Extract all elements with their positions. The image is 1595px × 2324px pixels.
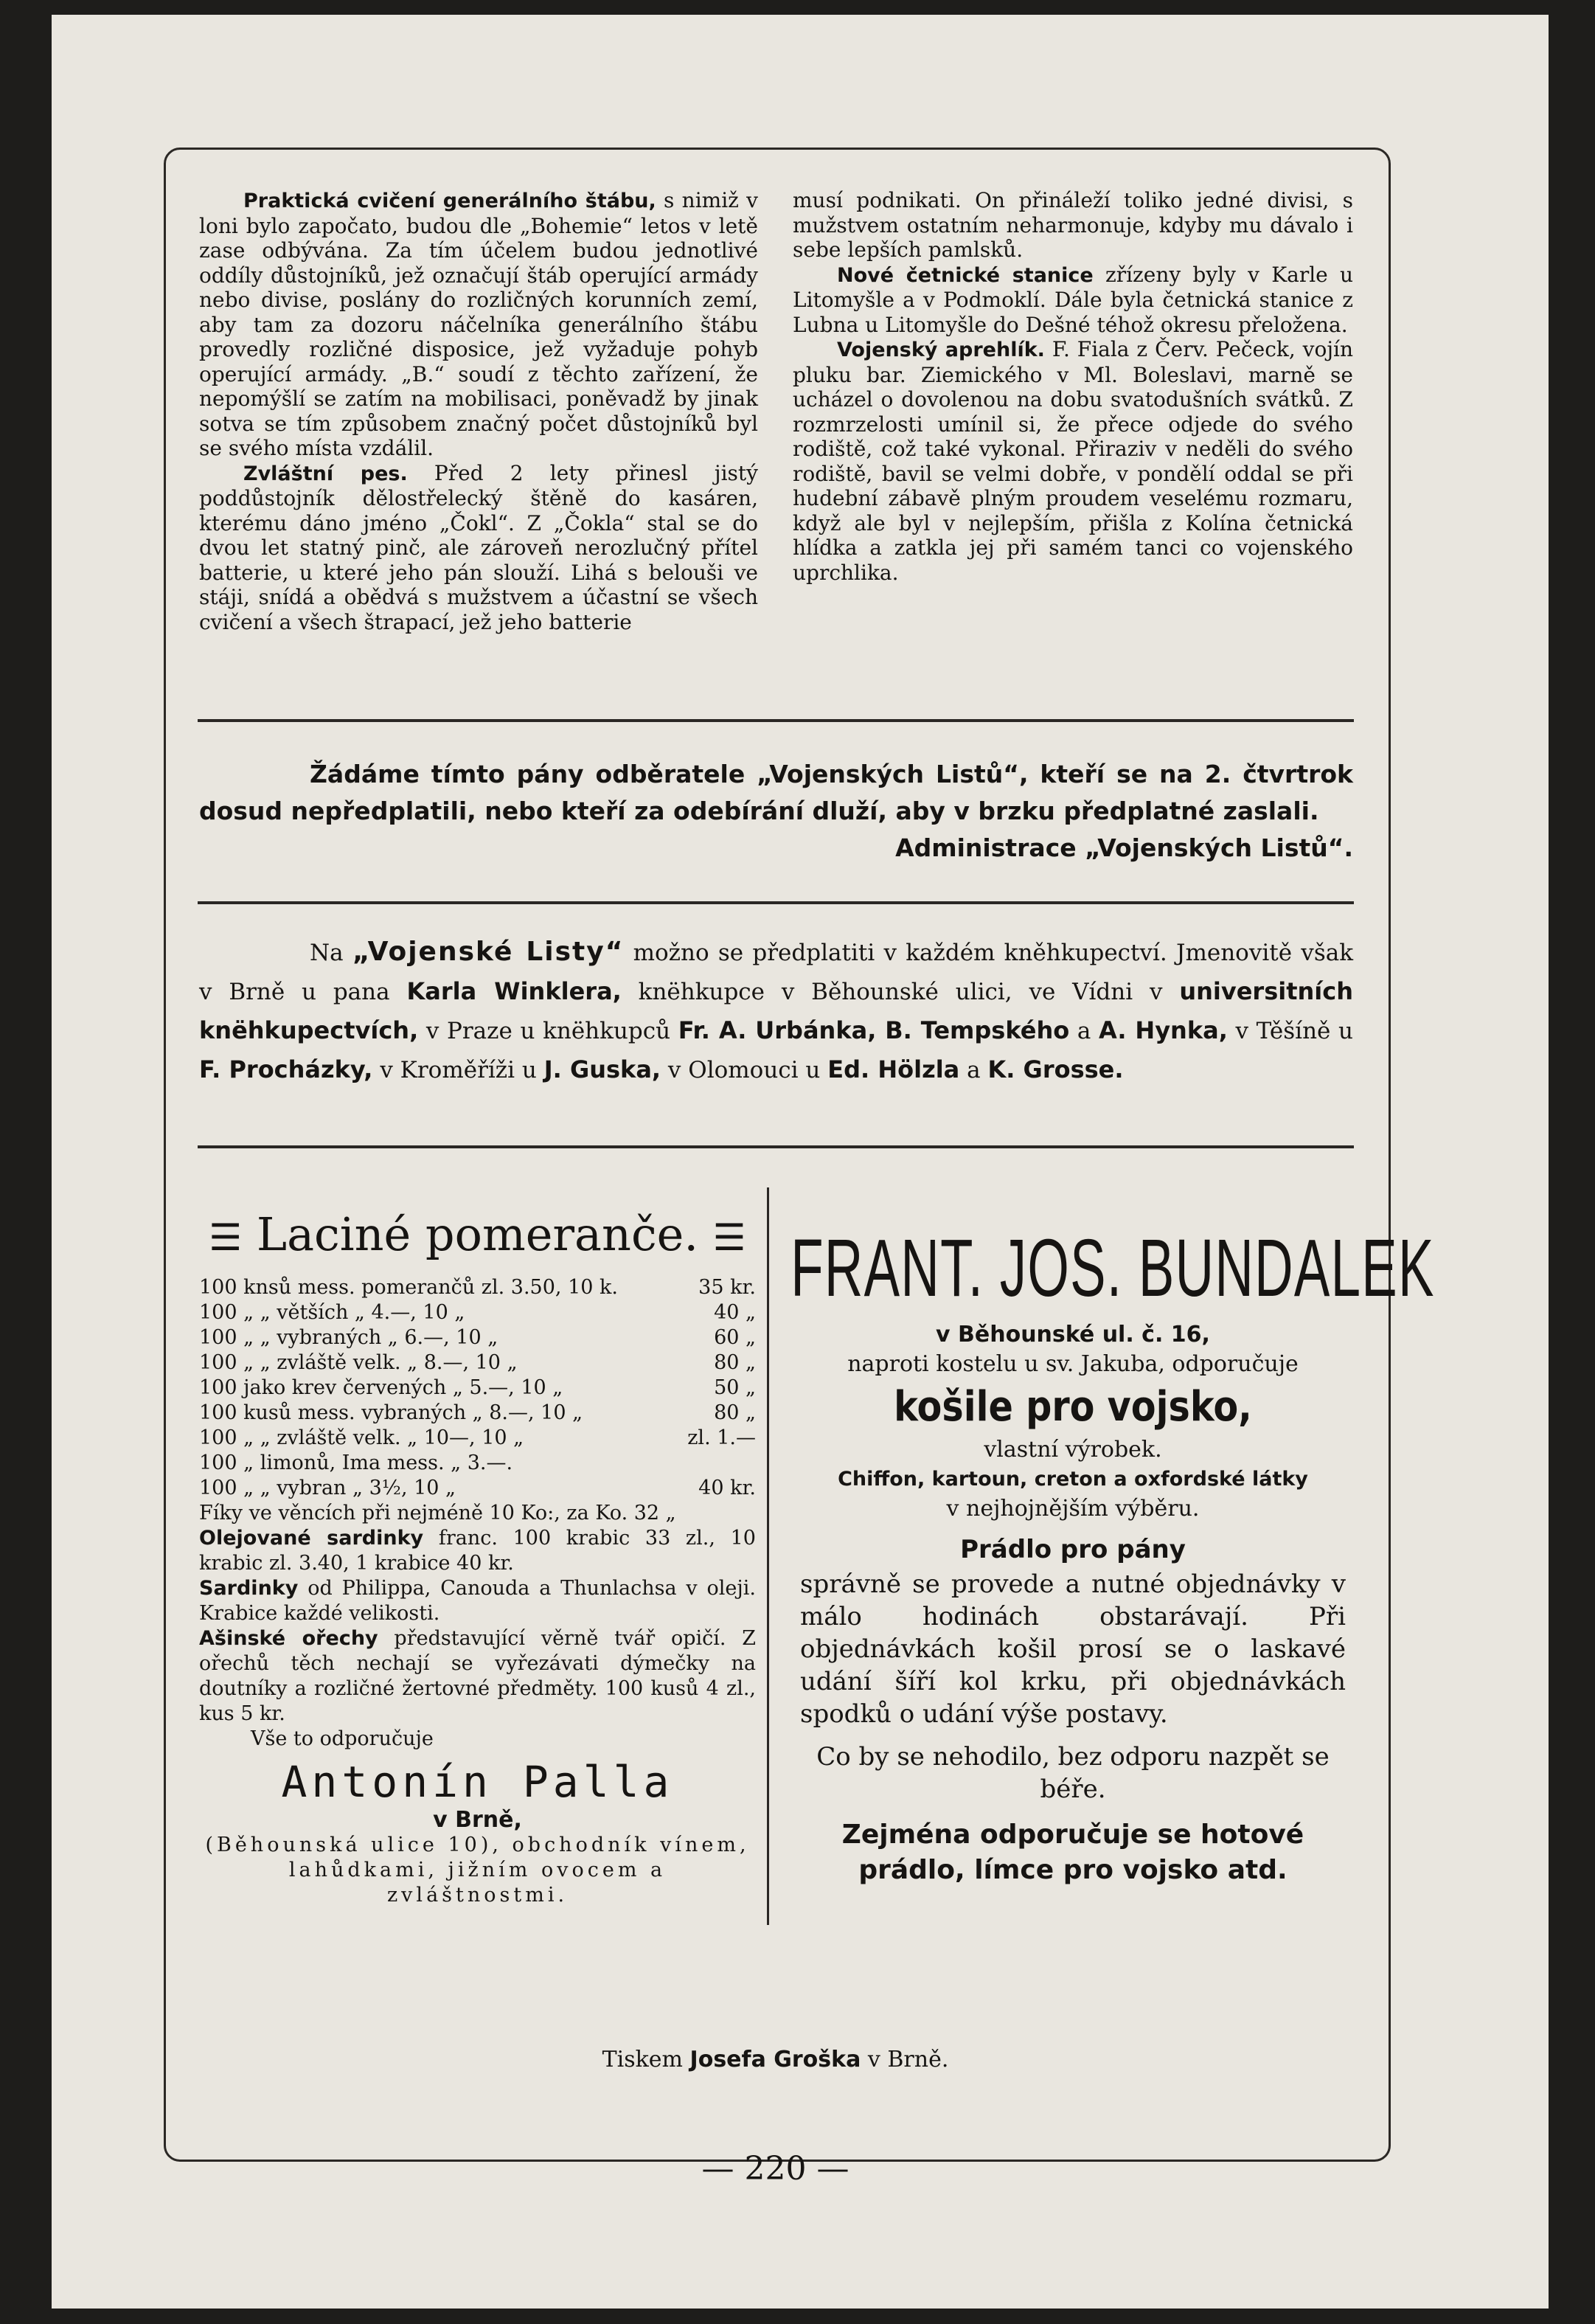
- figs-line: Fíky ve věncích při nejméně 10 Ko:, za Ko. 32 „: [199, 1502, 676, 1525]
- price-row: 100 „ „ zvláště velk. „ 8.—, 10 „ 80 „: [199, 1351, 756, 1374]
- price-row: 100 „ limonů, Ima mess. „ 3.—.: [199, 1451, 513, 1474]
- journal-name: „Vojenské Listy“: [352, 937, 625, 967]
- linen-heading: Prádlo pro pány: [960, 1535, 1186, 1564]
- subscription-places: Na „Vojenské Listy“ možno se předplatiti v každém kněhkupectví. Jmenovitě však v Brně u pana Karla Winklera, knëhkupce v Běhounské ulici, ve Vídni v universitních knëhkupectvích, v Praze u knëhkupců Fr. A. Urbánka, B. Tempského a A. Hynka, v Těšíně u F. Procházky, v Kroměříži u J. Guska, v Olomouci u Ed. Hölzla a K. Grosse.: [199, 937, 1354, 1083]
- sardines-item: Olejované sardinky franc. 100 krabic 33 zl., 10 krabic zl. 3.40, 1 krabice 40 kr.: [199, 1527, 756, 1575]
- choice-line: v nejhojnějším výběru.: [946, 1496, 1200, 1522]
- price-list: [199, 1275, 756, 1501]
- shop-street: v Běhounské ul. č. 16,: [936, 1322, 1210, 1347]
- price-row: 100 „ „ vybraných „ 6.—, 10 „ 60 „: [199, 1326, 756, 1349]
- price-row: 100 „ „ vybran „ 3½, 10 „ 40 kr.: [199, 1477, 756, 1499]
- nuts-item: Ašinské ořechy představující věrně tvář opičí. Z ořechů těch nechají se vyřezávati dýmečky na doutníky a rozličné žertovné předměty. 100 kusů 4 zl., kus 5 kr.: [199, 1627, 756, 1725]
- price-row: 100 „ „ zvláště velk. „ 10—, 10 „ zl. 1.—: [199, 1426, 756, 1449]
- menu-bars-icon: ☰: [209, 1216, 243, 1259]
- vendor-address: (Běhounská ulice 10), obchodník vínem, lahůdkami, jižním ovocem a zvláštnostmi.: [205, 1834, 750, 1907]
- price-row: 100 jako krev červených „ 5.—, 10 „ 50 „: [199, 1376, 756, 1399]
- price-row: 100 kusů mess. vybraných „ 8.—, 10 „ 80 „: [199, 1401, 756, 1424]
- news-column-right: [793, 188, 1353, 585]
- price-row: 100 „ „ větších „ 4.—, 10 „ 40 „: [199, 1301, 756, 1324]
- notice-closing: [199, 830, 1353, 867]
- notice-signature: Administrace „Vojenských Listů“.: [895, 833, 1353, 862]
- vendor-name: Antonín Palla: [281, 1757, 674, 1807]
- final-recommend: Zejména odporučuje se hotové prádlo, límce pro vojsko atd.: [841, 1820, 1304, 1885]
- subscription-notice: [199, 756, 1353, 867]
- linen-text: správně se provede a nutné objednávky v málo hodinách obstarávají. Při objednávkách košil prosí se o laskavé udání šíří kol krku, při objednávkách spodků o udání výše postavy.: [800, 1569, 1346, 1729]
- product-name: košile pro vojsko,: [894, 1383, 1252, 1431]
- price-row: 100 knsů mess. pomerančů zl. 3.50, 10 k. 35 kr.: [199, 1276, 756, 1299]
- news-item: Vojenský aprehlík. F. Fiala z Červ. Pečeck, vojín pluku bar. Ziemického v Ml. Boleslavi, marně se ucházel o dovolenou na dobu svatodušních svátků. Z rozmrzelosti umínil si, že přece odjede do svého rodiště, což také vykonal. Přiraziv v neděli do svého rodiště, bavil se velmi dobře, v pondělí oddal se při hudební zábavě plným proudem veselému rozmaru, když ale byl v nejlepším, přišla z Kolína četnická hlídka a zatkla jej při samém tanci co vojenského uprchlika.: [793, 337, 1354, 585]
- vendor-city: v Brně,: [433, 1807, 522, 1833]
- brand-name: FRANT. JOS. BUNDALEK: [790, 1223, 1435, 1314]
- shop-location: naproti kostelu u sv. Jakuba, odporučuje: [847, 1351, 1299, 1377]
- printer-line: Tiskem Josefa Groška v Brně.: [602, 2047, 949, 2072]
- news-item: Praktická cvičení generálního štábu, s nimiž v loni bylo započato, budou dle „Bohemie“ letos v letě zase odbývána. Za tím účelem budou jednotlivé oddíly důstojníků, jež označují štáb operující armády nebo divise, poslány do rozličných korunních zemí, aby tam za dozoru náčelníka generálního štábu provedly rozličné disposice, jež vyžaduje pohyb operující armády. „B.“ soudí z těchto zařízení, že nepomýšlí se zatím na mobilisaci, poněvadž by jinak sotva se tím způsobem značný počet důstojníků byl se svého místa vzdálil.: [199, 188, 758, 460]
- return-note: Co by se nehodilo, bez odporu nazpět se béře.: [816, 1742, 1330, 1804]
- section-rule: [198, 719, 1354, 722]
- ad-oranges: [199, 1206, 756, 1908]
- sardelky-item: Sardinky od Philippa, Canouda a Thunlachsa v oleji. Krabice každé velikosti.: [199, 1577, 756, 1625]
- news-item: musí podnikati. On přináleží toliko jedné divisi, s mužstvem ostatním neharmonuje, kdyby mu dávalo i sebe lepších pamlsků.: [793, 188, 1353, 262]
- ad-bundalek: [790, 1223, 1435, 1888]
- ad-divider: [767, 1187, 769, 1925]
- notice-text: Žádáme tímto pány odběratele „Vojenských Listů“, kteří se na 2. čtvrtrok dosud nepředplatili, nebo kteří za odebírání dluží, aby v brzku předplatné zaslali.: [199, 760, 1353, 825]
- news-item: Zvláštní pes. Před 2 lety přinesl jistý poddůstojník dělostřelecký štěně do kasáren, kterému dáno jméno „Čokl“. Z „Čokla“ stal se do dvou let statný pinč, ale zároveň nerozlučný přítel batterie, u které jeho pán slouží. Lihá s belouši ve stáji, snídá a obědvá s mužstvem a účastní se všech cvičení a všech štrapací, jež jeho batterie: [199, 460, 758, 634]
- fabrics-line: Chiffon, kartoun, creton a oxfordské látky: [838, 1468, 1308, 1491]
- page-number: — 220 —: [701, 2150, 849, 2188]
- ad-oranges-title: ☰ Laciné pomeranče. ☰: [209, 1207, 746, 1261]
- section-rule: [198, 901, 1354, 904]
- product-origin: vlastní výrobek.: [984, 1437, 1162, 1463]
- menu-bars-icon: ☰: [712, 1216, 746, 1259]
- section-rule: [198, 1145, 1354, 1148]
- news-item: Nové četnické stanice zřízeny byly v Karle u Litomyšle a v Podmoklí. Dále byla četnická stanice z Lubna u Litomyšle do Dešné téhož okresu přeložena.: [793, 262, 1353, 337]
- recommend-line: Vše to odporučuje: [251, 1727, 434, 1750]
- news-column-left: [199, 188, 758, 634]
